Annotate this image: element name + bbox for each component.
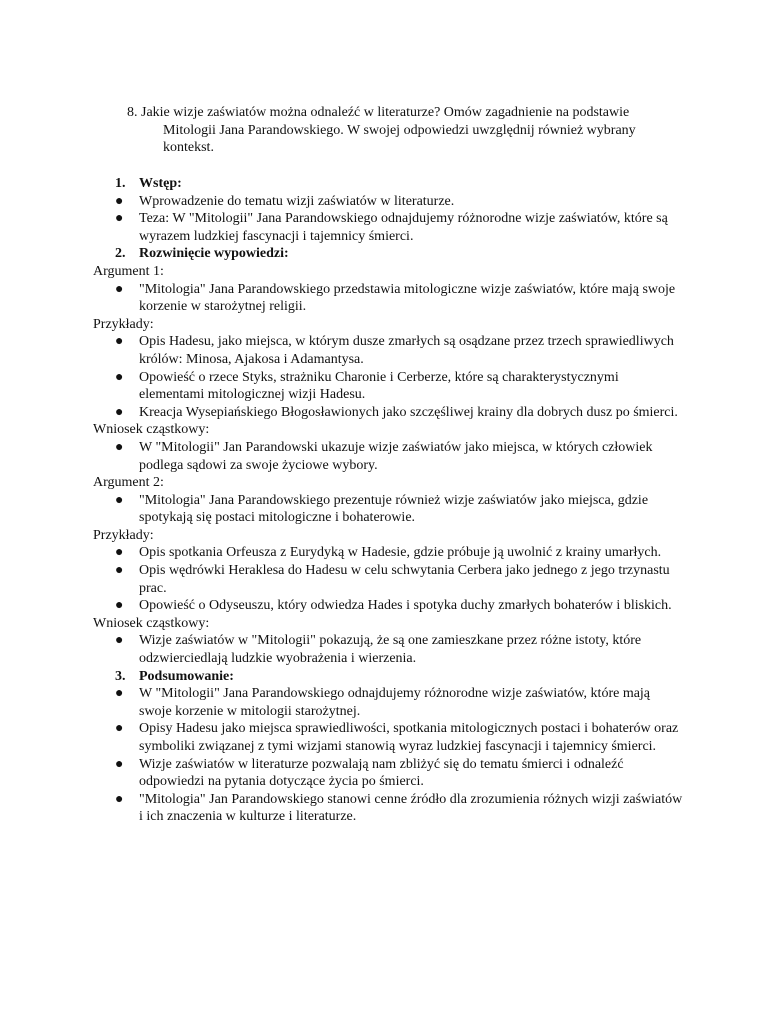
argument-label: Argument 2: xyxy=(93,475,164,491)
conclusion-label: Wniosek cząstkowy: xyxy=(93,422,210,438)
list-item-text: "Mitologia" Jana Parandowskiego przedstawia mitologiczne wizje zaświatów, które mają swoje korzenie w starożytnej religii. xyxy=(139,281,676,315)
bullet-icon: ● xyxy=(115,211,124,227)
list-item xyxy=(93,281,683,316)
essay-outline xyxy=(93,175,683,826)
section-heading-text: Wstęp: xyxy=(139,176,182,191)
list-item xyxy=(93,597,683,615)
examples-label: Przykłady: xyxy=(93,316,154,332)
question-text-1: Jakie wizje zaświatów można odnaleźć w literaturze? Omów zagadnienie na podstawie xyxy=(141,105,630,120)
list-item-text: "Mitologia" Jana Parandowskiego prezentuje również wizje zaświatów jako miejsca, gdzie spotykają się postaci mitologiczne i bohaterowie. xyxy=(139,492,649,526)
bullet-icon: ● xyxy=(115,492,124,508)
list-item xyxy=(93,632,683,667)
list-item xyxy=(93,685,683,720)
bullet-icon: ● xyxy=(115,563,124,579)
list-item-text: Teza: W "Mitologii" Jana Parandowskiego odnajdujemy różnorodne wizje zaświatów, które są wyrazem ludzkiej fascynacji i tajemnicy śmierci. xyxy=(139,211,668,244)
list-item xyxy=(93,333,683,368)
list-item xyxy=(93,210,683,245)
exam-question xyxy=(127,104,657,157)
section-heading-intro xyxy=(93,175,683,193)
list-item-text: Opis spotkania Orfeusza z Eurydyką w Hadesie, gdzie próbuje ją uwolnić z krainy umarłych. xyxy=(139,545,662,561)
bullet-icon: ● xyxy=(115,545,124,561)
list-item xyxy=(93,756,683,791)
list-item xyxy=(93,193,683,211)
list-item-text: Opis wędrówki Heraklesa do Hadesu w celu schwytania Cerbera jako jednego z jego trzynastu prac. xyxy=(139,563,670,596)
bullet-icon: ● xyxy=(115,721,124,737)
bullet-icon: ● xyxy=(115,281,124,297)
bullet-icon: ● xyxy=(115,334,124,350)
section-heading-development xyxy=(93,245,683,263)
list-item-text: W "Mitologii" Jana Parandowskiego odnajdujemy różnorodne wizje zaświatów, które mają swoje korzenie w mitologii starożytnej. xyxy=(139,686,651,719)
question-line-2: Mitologii Jana Parandowskiego. W swojej odpowiedzi uwzględnij również wybrany xyxy=(163,122,636,138)
question-line-1 xyxy=(127,104,657,122)
argument-label: Argument 1: xyxy=(93,263,164,279)
bullet-icon: ● xyxy=(115,193,124,209)
examples-label: Przykłady: xyxy=(93,527,154,543)
question-number: 8. xyxy=(127,105,138,120)
question-line-3: kontekst. xyxy=(163,140,214,156)
section-heading-text: Rozwinięcie wypowiedzi: xyxy=(139,246,289,262)
section-heading-summary xyxy=(93,668,683,686)
bullet-icon: ● xyxy=(115,439,124,455)
list-item-text: Kreacja Wysepiańskiego Błogosławionych jako szczęśliwej krainy dla dobrych dusz po śmierci. xyxy=(139,404,678,420)
bullet-icon: ● xyxy=(115,633,124,649)
bullet-icon: ● xyxy=(115,598,124,614)
list-item-text: "Mitologia" Jan Parandowskiego stanowi cenne źródło dla zrozumienia różnych wizji zaświatów i ich znaczenia w kulturze i literaturze. xyxy=(139,791,683,825)
list-item-text: Opowieść o rzece Styks, strażniku Charonie i Cerberze, które są charakterystycznymi elementami mitologicznej wizji Hadesu. xyxy=(139,369,619,403)
list-item-text: Opisy Hadesu jako miejsca sprawiedliwości, spotkania mitologicznych postaci i bohaterów oraz symboliki związanej z tymi wizjami stanowią wyraz ludzkiej fascynacji i tajemnicy śmierci. xyxy=(139,721,679,754)
bullet-icon: ● xyxy=(115,369,124,385)
list-item xyxy=(93,720,683,755)
bullet-icon: ● xyxy=(115,791,124,807)
list-item xyxy=(93,562,683,597)
conclusion-label: Wniosek cząstkowy: xyxy=(93,615,210,631)
list-item xyxy=(93,369,683,404)
list-item xyxy=(93,791,683,826)
list-item-text: Wizje zaświatów w literaturze pozwalają nam zbliżyć się do tematu śmierci i odnaleźć odpowiedzi na pytania dotyczące życia po śmierci. xyxy=(139,756,624,790)
section-number: 2. xyxy=(115,246,126,262)
section-heading-text: Podsumowanie: xyxy=(139,668,234,684)
list-item-text: W "Mitologii" Jan Parandowski ukazuje wizje zaświatów jako miejsca, w których człowiek podlega sądowi za swoje życiowe wybory. xyxy=(139,439,653,473)
bullet-icon: ● xyxy=(115,756,124,772)
section-number: 3. xyxy=(115,668,126,684)
bullet-icon: ● xyxy=(115,404,124,420)
list-item-text: Wprowadzenie do tematu wizji zaświatów w literaturze. xyxy=(139,193,455,209)
list-item-text: Opowieść o Odyseuszu, który odwiedza Hades i spotyka duchy zmarłych bohaterów i bliskich. xyxy=(139,598,672,614)
list-item xyxy=(93,439,683,474)
list-item xyxy=(93,544,683,562)
list-item-text: Wizje zaświatów w "Mitologii" pokazują, że są one zamieszkane przez różne istoty, które odzwierciedlają ludzkie wyobrażenia i wierzenia. xyxy=(139,633,642,667)
bullet-icon: ● xyxy=(115,686,124,702)
list-item xyxy=(93,404,683,422)
list-item-text: Opis Hadesu, jako miejsca, w którym dusze zmarłych są osądzane przez trzech sprawiedliwych królów: Minosa, Ajakosa i Adamantysa. xyxy=(139,334,674,367)
list-item xyxy=(93,492,683,527)
section-number: 1. xyxy=(115,176,126,191)
